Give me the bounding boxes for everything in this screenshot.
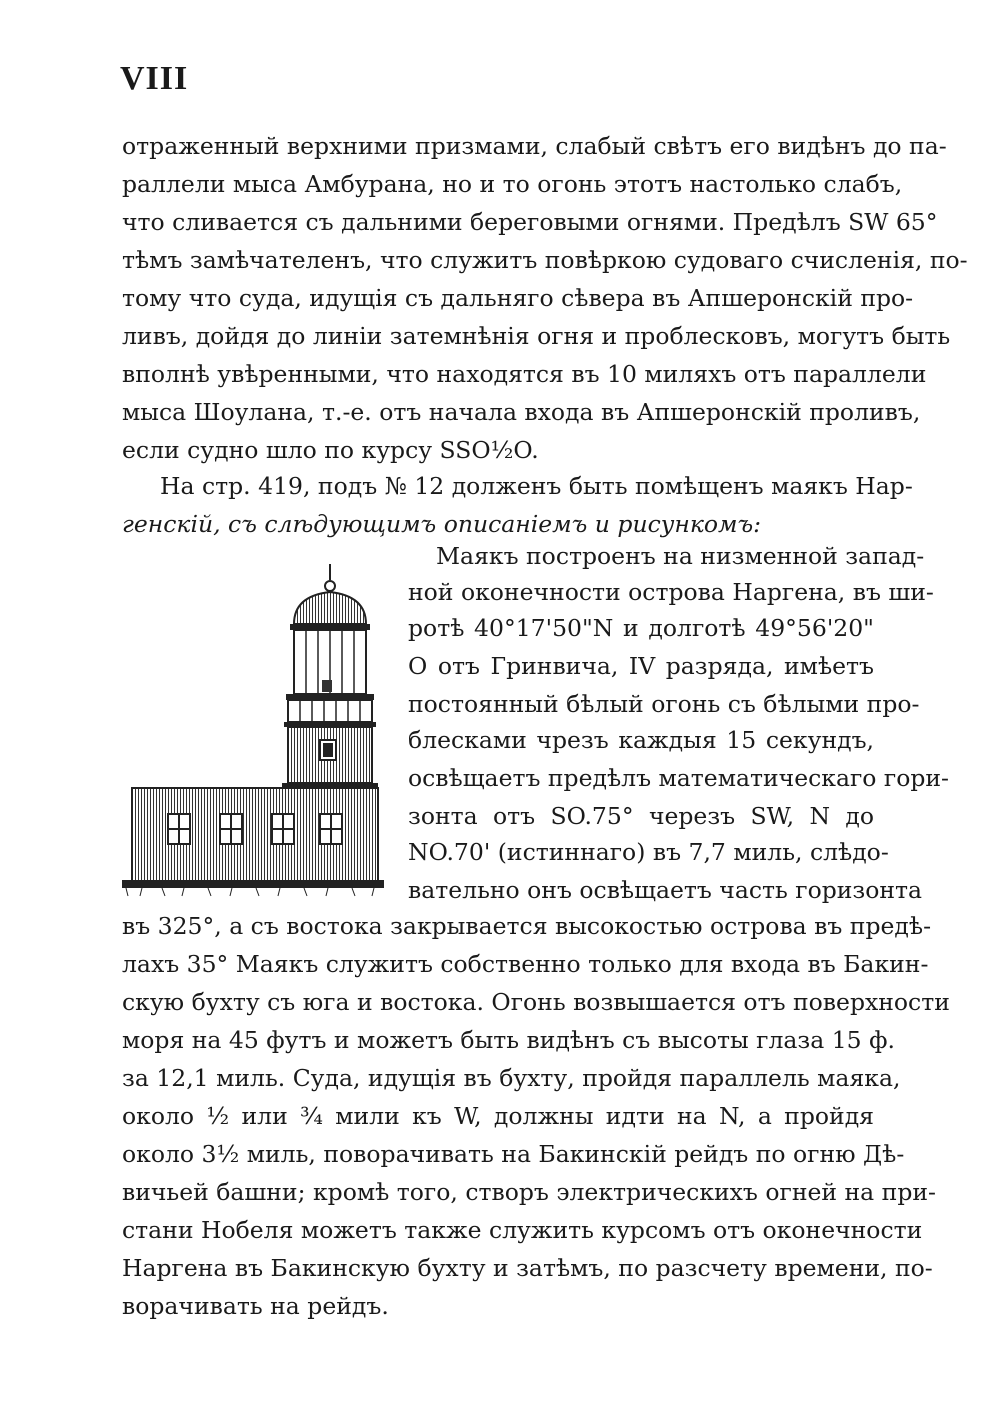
text-line: тѣмъ замѣчателенъ, что служитъ повѣркою судоваго счисленія, по- bbox=[122, 246, 968, 274]
text-line: что сливается съ дальними береговыми огнями. Предѣлъ SW 65° bbox=[122, 208, 938, 236]
text-line: тому что суда, идущія съ дальняго сѣвера въ Апшеронскій про- bbox=[122, 284, 914, 312]
text-line: генскій, съ слѣдующимъ описаніемъ и рисункомъ: bbox=[122, 510, 762, 538]
text-line: отраженный верхними призмами, слабый свѣтъ его видѣнъ до па- bbox=[122, 132, 947, 160]
text-line: ной оконечности острова Наргена, въ ши- bbox=[408, 578, 934, 606]
text-line: зонта отъ SO.75° черезъ SW, N до bbox=[408, 802, 874, 830]
text-line: NO.70' (истиннаго) въ 7,7 миль, слѣдо- bbox=[408, 838, 889, 866]
text-line: ротѣ 40°17'50"N и долготѣ 49°56'20" bbox=[408, 614, 874, 642]
text-line: ворачивать на рейдъ. bbox=[122, 1292, 389, 1320]
text-line: вательно онъ освѣщаетъ часть горизонта bbox=[408, 876, 923, 904]
text-line: На стр. 419, подъ № 12 долженъ быть помѣщенъ маякъ Нар- bbox=[160, 472, 913, 500]
text-line: освѣщаетъ предѣлъ математическаго гори- bbox=[408, 764, 949, 792]
text-line: за 12,1 миль. Суда, идущія въ бухту, пройдя параллель маяка, bbox=[122, 1064, 901, 1092]
text-line: вполнѣ увѣренными, что находятся въ 10 миляхъ отъ параллели bbox=[122, 360, 927, 388]
lighthouse-illustration bbox=[122, 562, 384, 900]
text-line: около ½ или ¾ мили къ W, должны идти на N, а пройдя bbox=[122, 1102, 874, 1130]
text-line: моря на 45 футъ и можетъ быть видѣнъ съ высоты глаза 15 ф. bbox=[122, 1026, 895, 1054]
text-line: стани Нобеля можетъ также служить курсомъ отъ оконечности bbox=[122, 1216, 923, 1244]
text-line: вичьей башни; кромѣ того, створъ электрическихъ огней на при- bbox=[122, 1178, 936, 1206]
text-line: въ 325°, а съ востока закрывается высокостью острова въ предѣ- bbox=[122, 912, 932, 940]
text-line: лахъ 35° Маякъ служитъ собственно только для входа въ Бакин- bbox=[122, 950, 929, 978]
text-line: постоянный бѣлый огонь съ бѣлыми про- bbox=[408, 690, 920, 718]
page-number: VIII bbox=[120, 60, 189, 97]
text-line: Наргена въ Бакинскую бухту и затѣмъ, по разсчету времени, по- bbox=[122, 1254, 933, 1282]
text-line: около 3½ миль, поворачивать на Бакинскій рейдъ по огню Дѣ- bbox=[122, 1140, 905, 1168]
text-line: если судно шло по курсу SSO½O. bbox=[122, 436, 539, 464]
text-line: Маякъ построенъ на низменной запад- bbox=[436, 542, 925, 570]
text-line: мыса Шоулана, т.-е. отъ начала входа въ Апшеронскій проливъ, bbox=[122, 398, 921, 426]
text-line: раллели мыса Амбурана, но и то огонь этотъ настолько слабъ, bbox=[122, 170, 903, 198]
text-line: блесками чрезъ каждыя 15 секундъ, bbox=[408, 726, 874, 754]
text-line: O отъ Гринвича, IV разряда, имѣетъ bbox=[408, 652, 874, 680]
text-line: ливъ, дойдя до линіи затемнѣнія огня и проблесковъ, могутъ быть bbox=[122, 322, 951, 350]
text-line: скую бухту съ юга и востока. Огонь возвышается отъ поверхности bbox=[122, 988, 950, 1016]
